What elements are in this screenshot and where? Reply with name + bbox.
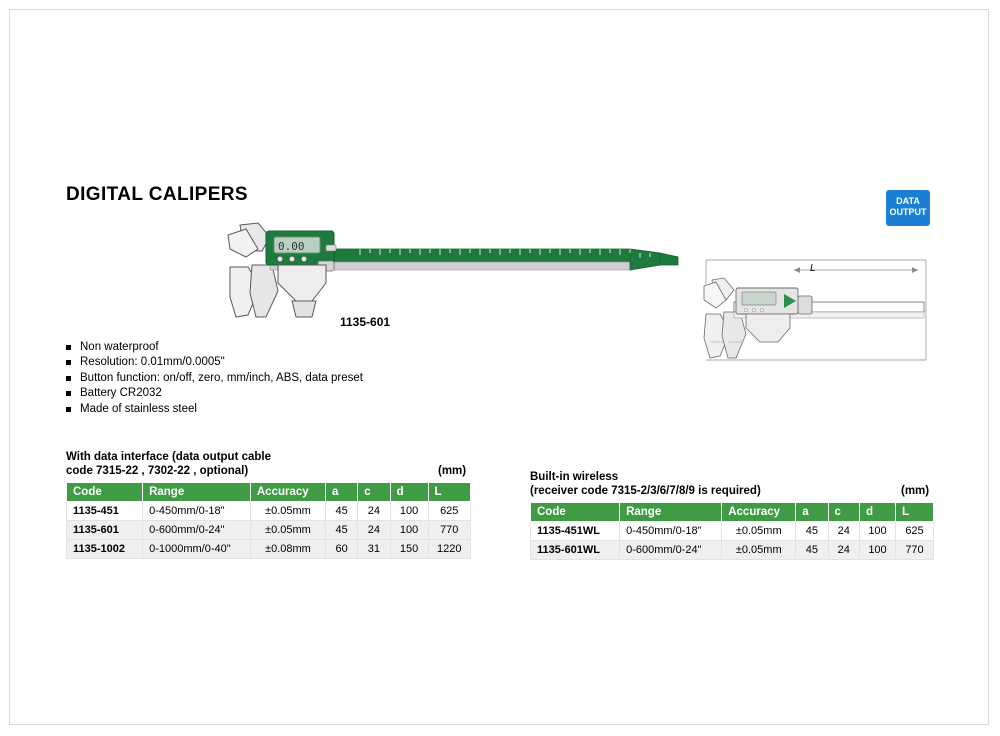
table-row — [67, 502, 471, 521]
table-row — [531, 522, 934, 541]
bullet-square-icon — [66, 360, 71, 365]
header-code: Code — [67, 483, 143, 502]
list-item — [66, 340, 363, 355]
badge-line-1: DATA — [896, 196, 920, 206]
cell-code: 1135-601WL — [531, 541, 620, 560]
cell-accuracy: ±0.05mm — [250, 502, 325, 521]
feature-text: Non waterproof — [80, 341, 159, 353]
page-title: DIGITAL CALIPERS — [66, 184, 248, 205]
header-l: L — [895, 503, 933, 522]
cell-d: 100 — [390, 502, 428, 521]
left-table-unit: (mm) — [438, 465, 467, 477]
cell-code: 1135-451 — [67, 502, 143, 521]
cell-code: 1135-601 — [67, 521, 143, 540]
header-d: d — [860, 503, 896, 522]
header-code: Code — [531, 503, 620, 522]
right-table-caption-line-2: (receiver code 7315-2/3/6/7/8/9 is required) — [530, 485, 761, 497]
left-table-caption — [66, 450, 271, 478]
cell-accuracy: ±0.05mm — [722, 522, 796, 541]
bullet-square-icon — [66, 407, 71, 412]
cell-a: 45 — [796, 522, 828, 541]
bullet-square-icon — [66, 391, 71, 396]
header-c: c — [358, 483, 390, 502]
header-l: L — [428, 483, 471, 502]
list-item — [66, 371, 363, 386]
header-accuracy: Accuracy — [250, 483, 325, 502]
table-row — [531, 541, 934, 560]
cell-l: 770 — [895, 541, 933, 560]
cell-code: 1135-451WL — [531, 522, 620, 541]
cell-d: 100 — [860, 541, 896, 560]
header-a: a — [796, 503, 828, 522]
cell-d: 150 — [390, 540, 428, 559]
list-item — [66, 402, 363, 417]
part-number-label: 1135-601 — [340, 315, 391, 329]
header-d: d — [390, 483, 428, 502]
list-item — [66, 386, 363, 401]
right-table-unit: (mm) — [901, 485, 930, 497]
right-table-caption — [530, 470, 761, 498]
cell-c: 24 — [358, 502, 390, 521]
cell-accuracy: ±0.05mm — [250, 521, 325, 540]
header-range: Range — [143, 483, 251, 502]
feature-text: Resolution: 0.01mm/0.0005" — [80, 356, 225, 369]
feature-list — [66, 340, 363, 417]
table-header-row — [531, 503, 934, 522]
bullet-square-icon — [66, 345, 71, 350]
header-accuracy: Accuracy — [722, 503, 796, 522]
bullet-square-icon — [66, 376, 71, 381]
cell-range: 0-450mm/0-18” — [620, 522, 722, 541]
cell-code: 1135-1002 — [67, 540, 143, 559]
cell-c: 24 — [358, 521, 390, 540]
cell-c: 31 — [358, 540, 390, 559]
cell-range: 0-600mm/0-24" — [143, 521, 251, 540]
left-spec-table — [66, 482, 471, 559]
cell-range: 0-600mm/0-24" — [620, 541, 722, 560]
cell-a: 45 — [796, 541, 828, 560]
cell-l: 770 — [428, 521, 471, 540]
cell-a: 45 — [326, 521, 358, 540]
cell-l: 625 — [428, 502, 471, 521]
dimension-drawing — [690, 250, 950, 400]
cell-l: 625 — [895, 522, 933, 541]
cell-d: 100 — [390, 521, 428, 540]
feature-text: Made of stainless steel — [80, 402, 197, 415]
dimension-label-l: L — [810, 263, 816, 274]
badge-line-2: OUTPUT — [889, 207, 927, 217]
cell-a: 60 — [326, 540, 358, 559]
cell-c: 24 — [828, 541, 860, 560]
cell-accuracy: ±0.05mm — [722, 541, 796, 560]
right-spec-table — [530, 502, 934, 560]
feature-text: Battery CR2032 — [80, 387, 162, 400]
svg-text:0.00: 0.00 — [278, 240, 305, 253]
cell-range: 0-450mm/0-18" — [143, 502, 251, 521]
header-a: a — [326, 483, 358, 502]
header-range: Range — [620, 503, 722, 522]
header-c: c — [828, 503, 860, 522]
table-row — [67, 540, 471, 559]
right-table-caption-line-1: Built-in wireless — [530, 471, 619, 483]
data-output-badge — [886, 190, 930, 226]
cell-accuracy: ±0.08mm — [250, 540, 325, 559]
feature-text: Button function: on/off, zero, mm/inch, ABS, data preset — [80, 371, 363, 384]
cell-l: 1220 — [428, 540, 471, 559]
caliper-illustration — [200, 205, 720, 340]
left-table-caption-line-2: code 7315-22 , 7302-22 , optional) — [66, 465, 249, 477]
table-row — [67, 521, 471, 540]
cell-c: 24 — [828, 522, 860, 541]
left-table-caption-line-1: With data interface (data output cable — [66, 451, 272, 463]
list-item — [66, 355, 363, 370]
cell-range: 0-1000mm/0-40" — [143, 540, 251, 559]
table-header-row — [67, 483, 471, 502]
cell-d: 100 — [860, 522, 896, 541]
cell-a: 45 — [326, 502, 358, 521]
